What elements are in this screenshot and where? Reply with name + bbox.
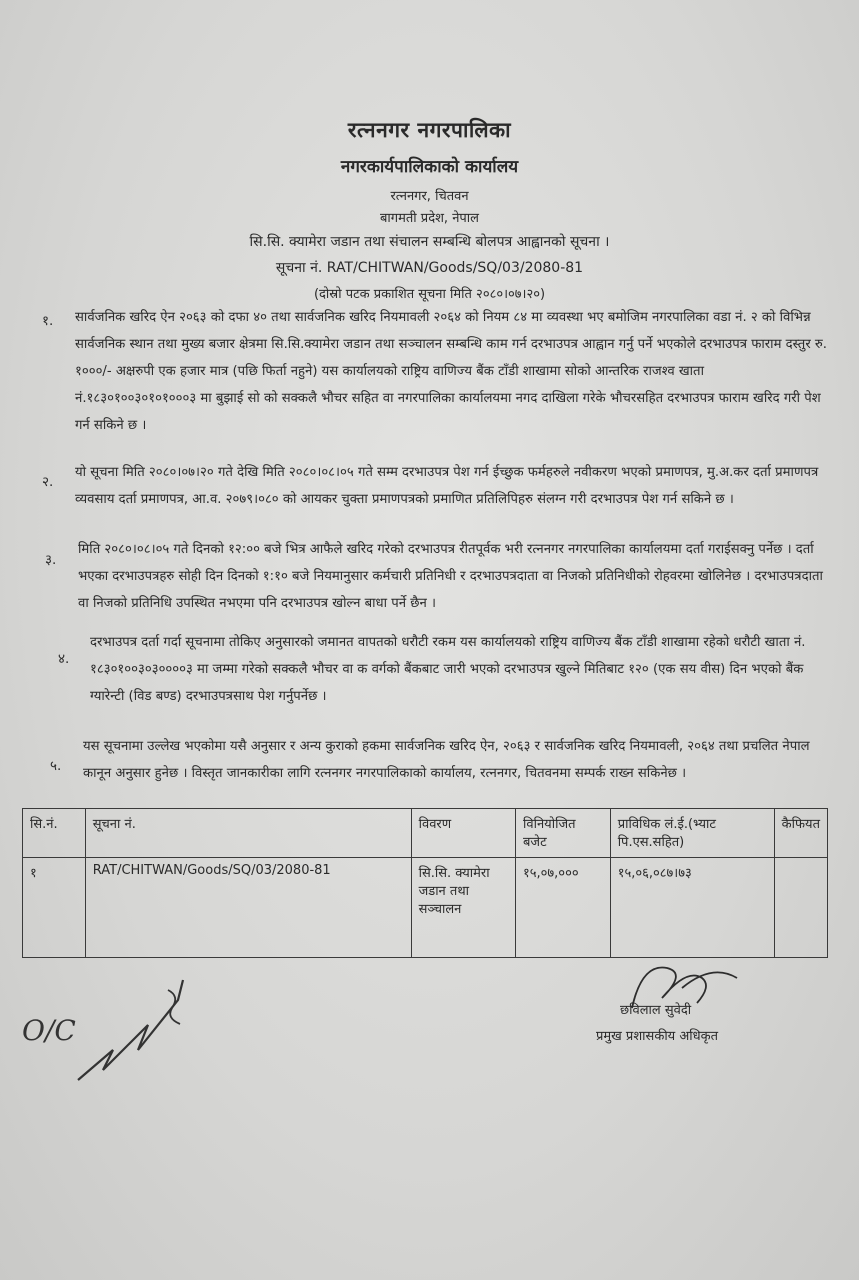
notice-subject: सि.सि. क्यामेरा जडान तथा संचालन सम्बन्धि बोलपत्र आह्वानको सूचना । [249, 234, 610, 250]
office-location: रत्ननगर, चितवन [390, 189, 469, 204]
clause-number: ४. [58, 651, 70, 667]
col-header: कैफियत [774, 809, 827, 858]
clause-number: २. [42, 474, 54, 490]
clause-text: मिति २०८०।०८।०५ गते दिनको १२:०० बजे भित्र आफैले खरिद गरेको दरभाउपत्र रीतपूर्वक भरी रत्ननगर नगरपालिका कार्यालयमा दर्ता गराईसक्नु पर्नेछ । दर्ता भएका दरभाउपत्रहरु सोही दिन दिनको १:१० बजे नियमानुसार कर्मचारी प्रतिनिधी र दरभाउपत्रदाता वा निजको प्रतिनिधीको रोहवरमा खोलिनेछ । दरभाउपत्रदाता वा निजको प्रतिनिधि उपस्थित नभएमा पनि दरभाउपत्र खोल्न बाधा पर्ने छैन । [78, 542, 823, 611]
table-cell: १५,०६,०८७।७३ [610, 858, 774, 958]
publication-date: (दोस्रो पटक प्रकाशित सूचना मिति २०८०।०७।२०) [313, 287, 546, 302]
table-header-row [23, 809, 828, 858]
table-cell [774, 858, 827, 958]
col-header: सि.नं. [23, 809, 86, 858]
table-cell: १ [23, 858, 86, 958]
col-header: प्राविधिक लं.ई.(भ्याट पि.एस.सहित) [610, 809, 774, 858]
province-line: बागमती प्रदेश, नेपाल [380, 211, 479, 226]
col-header: विवरण [411, 809, 515, 858]
signatory-title: प्रमुख प्रशासकीय अधिकृत [596, 1029, 719, 1044]
table-cell: सि.सि. क्यामेरा जडान तथा सञ्चालन [411, 858, 515, 958]
margin-note-scribble [18, 970, 218, 1100]
col-header: विनियोजित बजेट [516, 809, 611, 858]
clause-number: १. [42, 313, 54, 329]
org-name: रत्ननगर नगरपालिका [347, 118, 512, 142]
notice-number: सूचना नं. RAT/CHITWAN/Goods/SQ/03/2080-81 [275, 260, 584, 276]
table-cell: १५,०७,००० [516, 858, 611, 958]
svg-text:O/C: O/C [22, 1014, 76, 1047]
col-header: सूचना नं. [85, 809, 411, 858]
tender-table [22, 808, 828, 958]
table-row [23, 858, 828, 958]
clause-text: यस सूचनामा उल्लेख भएकोमा यसै अनुसार र अन्य कुराको हकमा सार्वजनिक खरिद ऐन, २०६३ र सार्वजनिक खरिद नियमावली, २०६४ तथा प्रचलित नेपाल कानून अनुसार हुनेछ । विस्तृत जानकारीका लागि रत्ननगर नगरपालिकाको कार्यालय, रत्ननगर, चितवनमा सम्पर्क राख्न सकिनेछ । [83, 739, 810, 781]
clause-number: ३. [45, 552, 57, 568]
table-cell: RAT/CHITWAN/Goods/SQ/03/2080-81 [85, 858, 411, 958]
office-name: नगरकार्यपालिकाको कार्यालय [340, 157, 519, 177]
clause-number: ५. [50, 758, 62, 774]
signatory-name: छविलाल सुवेदी [620, 1003, 692, 1018]
clause-text: यो सूचना मिति २०८०।०७।२० गते देखि मिति २०८०।०८।०५ गते सम्म दरभाउपत्र पेश गर्न ईच्छुक फर्महरुले नवीकरण भएको प्रमाणपत्र, मु.अ.कर दर्ता प्रमाणपत्र व्यवसाय दर्ता प्रमाणपत्र, आ.व. २०७९।०८० को आयकर चुक्ता प्रमाणपत्रको प्रमाणित प्रतिलिपिहरु संलग्न गरी दरभाउपत्र पेश गर्न सकिने छ । [75, 465, 819, 507]
clause-text: दरभाउपत्र दर्ता गर्दा सूचनामा तोकिए अनुसारको जमानत वापतको धरौटी रकम यस कार्यालयको राष्ट्रिय वाणिज्य बैंक टाँडी शाखामा रहेको धरौटी खाता नं. १८३०१००३०३००००३ मा जम्मा गरेको सक्कलै भौचर वा क वर्गको बैंकबाट जारी भएको दरभाउपत्र खुल्ने मितिबाट १२० (एक सय वीस) दिन भएको बैंक ग्यारेन्टी (विड बण्ड) दरभाउपत्रसाथ पेश गर्नुपर्नेछ । [90, 635, 806, 704]
clause-text: सार्वजनिक खरिद ऐन २०६३ को दफा ४० तथा सार्वजनिक खरिद नियमावली २०६४ को नियम ८४ मा व्यवस्था भए बमोजिम नगरपालिका वडा नं. २ को विभिन्न सार्वजनिक स्थान तथा मुख्य बजार क्षेत्रमा सि.सि.क्यामेरा जडान तथा सञ्चालन सम्बन्धि काम गर्न दरभाउपत्र आह्वान गर्नु पर्ने भएकोले दरभाउपत्र फाराम दस्तुर रु. १०००/- अक्षरुपी एक हजार मात्र (पछि फिर्ता नहुने) यस कार्यालयको राष्ट्रिय वाणिज्य बैंक टाँडी शाखामा सोको आन्तरिक राजश्व खाता नं.१८३०१००३०१०१०००३ मा बुझाई सो को सक्कलै भौचर सहित वा नगरपालिका कार्यालयमा नगद दाखिला गरेके भौचरसहित दरभाउपत्र फाराम खरिद गरी पेश गर्न सकिने छ । [75, 310, 827, 433]
